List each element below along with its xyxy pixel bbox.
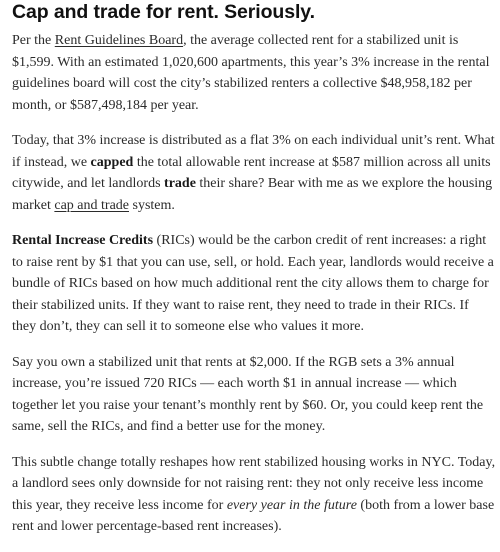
every-year-emphasis: every year in the future: [226, 497, 357, 513]
p2-text-b: the total allowable rent increase at $587 million across all units citywide, and let landlords: [12, 154, 491, 191]
p4-text-a: Say you own a stabilized unit that rents at $2,000. If the RGB sets a 3% annual increase, you’re issued 720 RICs — each worth $1 in annual increase — which together let you raise your tenant’s monthly rent by $60. Or, you could keep rent the same, sell the RICs, and find a better use for the money.: [12, 354, 484, 434]
p5-text-a: This subtle change totally reshapes how rent stabilized housing works in NYC. Today, a landlord sees only downside for not raising rent: they not only receive less income this year, they receive less income for: [12, 454, 496, 513]
p2-text-c: their share? Bear with me as we explore the housing market: [12, 176, 493, 213]
paragraph-reshape: [12, 452, 496, 538]
rent-guidelines-board-link[interactable]: Rent Guidelines Board: [54, 33, 184, 48]
paragraph-ric-definition: [12, 230, 496, 338]
article: [12, 0, 496, 552]
p1-text-b: , the average collected rent for a stabilized unit is $1,599. With an estimated 1,020,600 apartments, this year’s 3% increase in the rental guidelines board will cost the city’s stabilized renters a collective $48,958,182 per month, or $587,498,184 per year.: [12, 33, 490, 113]
paragraph-cap-proposal: [12, 130, 496, 216]
p3-text-a: (RICs) would be the carbon credit of rent increases: a right to raise rent by $1 that you can use, sell, or hold. Each year, landlords would receive a bundle of RICs based on how much additional rent the city allows them to charge for their stabilized units. If they want to raise rent, they need to trade in their RICs. If they don’t, they can sell it to someone else who values it more.: [12, 233, 494, 334]
trade-emphasis: trade: [164, 176, 196, 191]
capped-emphasis: capped: [90, 154, 134, 170]
p5-text-b: (both from a lower base rent and lower percentage-based rent increases).: [12, 497, 495, 534]
ric-term: Rental Increase Credits: [12, 233, 154, 248]
paragraph-rgb-stats: [12, 30, 496, 116]
article-title: Cap and trade for rent. Seriously.: [12, 1, 315, 23]
paragraph-example: [12, 352, 496, 438]
p2-text-a: Today, that 3% increase is distributed as a flat 3% on each individual unit’s rent. What if instead, we: [12, 133, 495, 170]
cap-and-trade-link[interactable]: cap and trade: [54, 197, 129, 213]
p2-text-d: system.: [129, 197, 175, 213]
p1-text-a: Per the: [12, 33, 55, 48]
